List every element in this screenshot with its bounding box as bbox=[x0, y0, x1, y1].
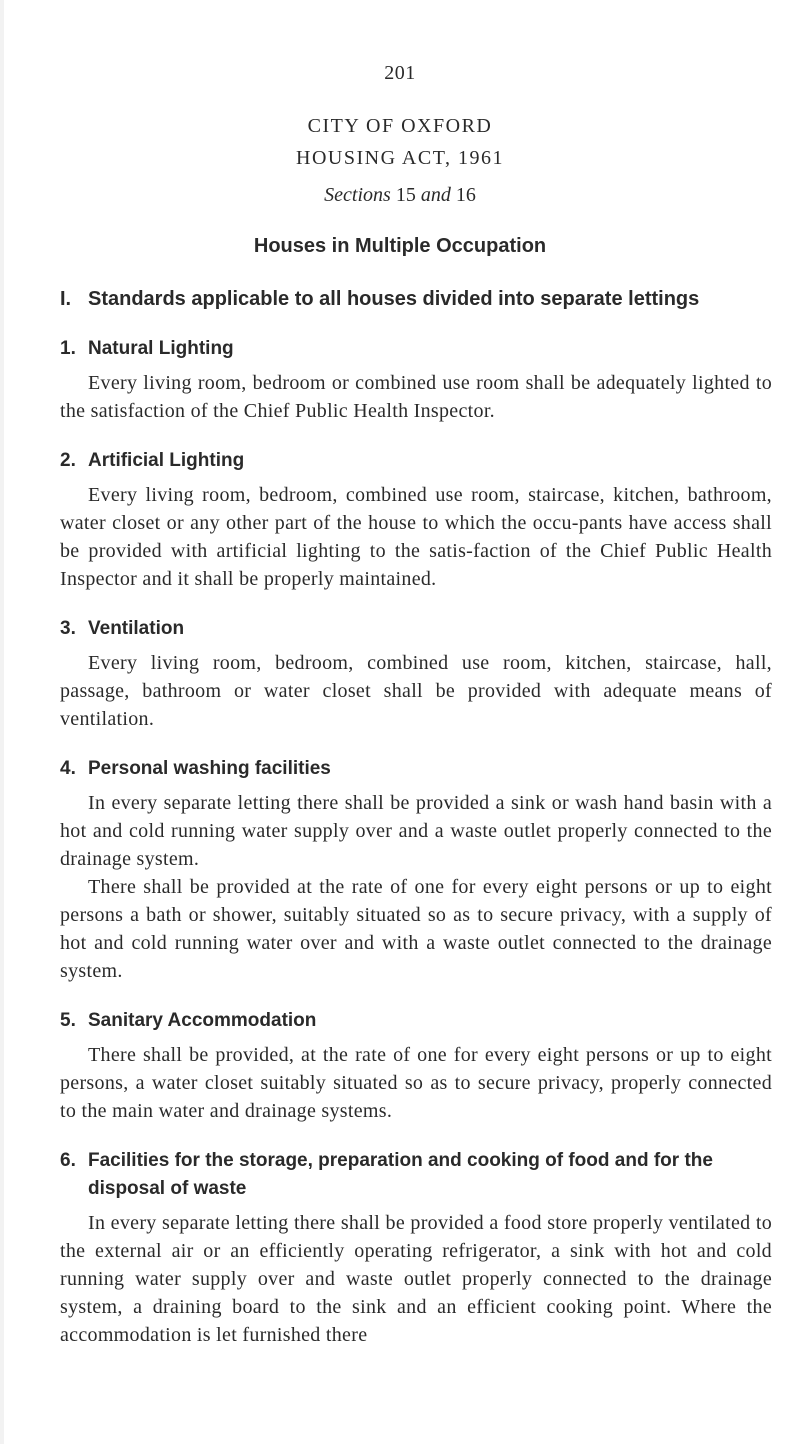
section-heading bbox=[60, 447, 772, 475]
section-title: Artificial Lighting bbox=[88, 450, 245, 471]
section-heading bbox=[60, 335, 772, 363]
sections-word: Sections bbox=[324, 184, 391, 206]
section-title: Facilities for the storage, preparation and cooking of food and for the disposal of waste bbox=[88, 1150, 713, 1199]
section-heading bbox=[60, 615, 772, 643]
section-title: Personal washing facilities bbox=[88, 758, 331, 779]
section-number: 3. bbox=[60, 618, 76, 639]
section-number: 6. bbox=[60, 1150, 76, 1171]
section-title: Natural Lighting bbox=[88, 338, 234, 359]
section-number: 5. bbox=[60, 1010, 76, 1031]
section-sanitary-accommodation bbox=[60, 1007, 772, 1125]
part-heading bbox=[60, 285, 772, 313]
section-paragraph: In every separate letting there shall be provided a food store properly ventilated to the external air or an efficiently operating refrigerator, a sink with hot and cold running water supply over and waste outlet properly connected to the drainage system, a draining board to the sink and an efficient cooking point. Where the accommodation is let furnished there bbox=[60, 1212, 772, 1346]
part-title: Standards applicable to all houses divided into separate lettings bbox=[88, 288, 700, 310]
section-natural-lighting bbox=[60, 335, 772, 425]
section-paragraph: In every separate letting there shall be provided a sink or wash hand basin with a hot and cold running water supply over and a waste outlet properly connected to the drainage system. bbox=[60, 792, 772, 870]
document-body bbox=[60, 285, 772, 1349]
section-artificial-lighting bbox=[60, 447, 772, 593]
section-paragraph: There shall be provided at the rate of one for every eight persons or up to eight persons a bath or shower, suitably situated so as to secure privacy, with a supply of hot and cold running water over and with a waste outlet connected to the drainage system. bbox=[60, 876, 772, 982]
section-ventilation bbox=[60, 615, 772, 733]
section-title: Sanitary Accommodation bbox=[88, 1010, 317, 1031]
section-number: 2. bbox=[60, 450, 76, 471]
section-paragraph: Every living room, bedroom, combined use room, staircase, kitchen, bathroom, water closet or any other part of the house to which the occu-pants have access shall be provided with artificial lighting to the satis-faction of the Chief Public Health Inspector and it shall be properly maintained. bbox=[60, 484, 772, 590]
header-act: HOUSING ACT, 1961 bbox=[296, 147, 504, 169]
document-title: Houses in Multiple Occupation bbox=[253, 235, 547, 257]
section-food-facilities bbox=[60, 1147, 772, 1349]
page-number: 201 bbox=[384, 62, 416, 84]
section-heading bbox=[60, 1007, 772, 1035]
section-paragraph: There shall be provided, at the rate of one for every eight persons or up to eight persons, a water closet suitably situated so as to secure privacy, properly connected to the main water and drainage systems. bbox=[60, 1044, 772, 1122]
part-number: I. bbox=[60, 288, 72, 310]
section-personal-washing bbox=[60, 755, 772, 985]
section-paragraph: Every living room, bedroom or combined use room shall be adequately lighted to the satisfaction of the Chief Public Health Inspector. bbox=[60, 372, 772, 422]
section-number: 1. bbox=[60, 338, 76, 359]
section-number: 4. bbox=[60, 758, 76, 779]
header-city: CITY OF OXFORD bbox=[307, 115, 493, 137]
section-paragraph: Every living room, bedroom, combined use room, kitchen, staircase, hall, passage, bathroom or water closet shall be provided with adequate means of ventilation. bbox=[60, 652, 772, 730]
section-heading bbox=[60, 755, 772, 783]
header-sections bbox=[0, 178, 800, 212]
document-header bbox=[0, 110, 800, 260]
section-title: Ventilation bbox=[88, 618, 185, 639]
sections-number-1: 15 bbox=[395, 184, 416, 206]
sections-and: and bbox=[420, 184, 451, 206]
section-heading bbox=[60, 1147, 772, 1203]
sections-number-2: 16 bbox=[455, 184, 476, 206]
